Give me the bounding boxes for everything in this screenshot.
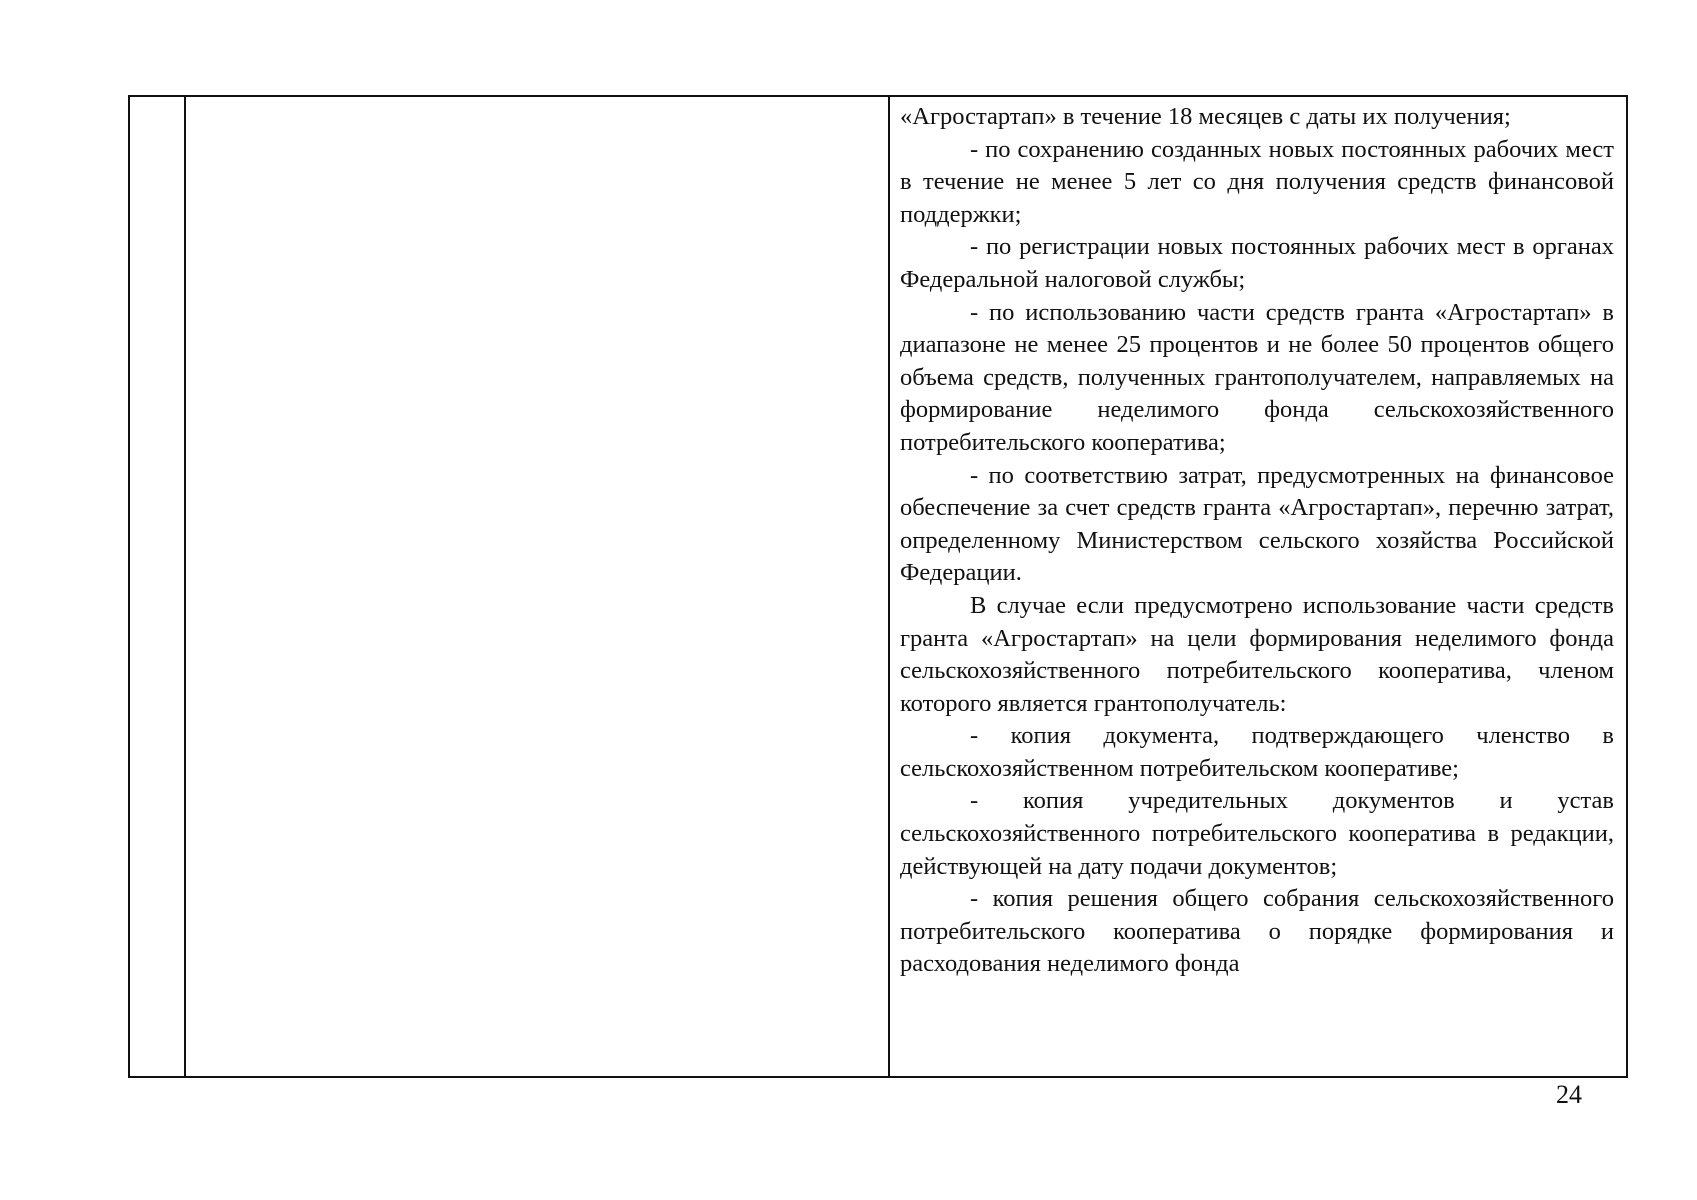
paragraph-2: - по сохранению созданных новых постоянных рабочих мест в течение не менее 5 лет со дня получения средств финансовой поддержки;: [900, 135, 1614, 228]
table-column-content: [890, 97, 1626, 1076]
document-table: [128, 95, 1628, 1078]
paragraph-9: - копия решения общего собрания сельскохозяйственного потребительского кооператива о порядке формирования и расходования неделимого фонда: [900, 885, 1614, 978]
paragraph-3: - по регистрации новых постоянных рабочих мест в органах Федеральной налоговой службы;: [900, 233, 1614, 293]
paragraph-4: - по использованию части средств гранта «Агростартап» в диапазоне не менее 25 процентов и не более 50 процентов общего объема средств, полученных грантополучателем, направляемых на формирование неделимого фонда сельскохозяйственного потребительского кооператива;: [900, 298, 1614, 456]
paragraph-5: - по соответствию затрат, предусмотренных на финансовое обеспечение за счет средств гранта «Агростартап», перечню затрат, определенному Министерством сельского хозяйства Российской Федерации.: [900, 461, 1614, 587]
paragraph-8: - копия учредительных документов и устав сельскохозяйственного потребительского кооператива в редакции, действующей на дату подачи документов;: [900, 787, 1614, 880]
paragraph-6: В случае если предусмотрено использование части средств гранта «Агростартап» на цели формирования неделимого фонда сельскохозяйственного потребительского кооператива, членом которого является грантополучатель:: [900, 591, 1614, 717]
paragraph-7: - копия документа, подтверждающего членство в сельскохозяйственном потребительском кооперативе;: [900, 722, 1614, 782]
paragraph-1: «Агростартап» в течение 18 месяцев с даты их получения;: [900, 103, 1511, 130]
page-number: 24: [1556, 1080, 1582, 1109]
table-column-name: [186, 97, 890, 1076]
table-column-number: [130, 97, 186, 1076]
